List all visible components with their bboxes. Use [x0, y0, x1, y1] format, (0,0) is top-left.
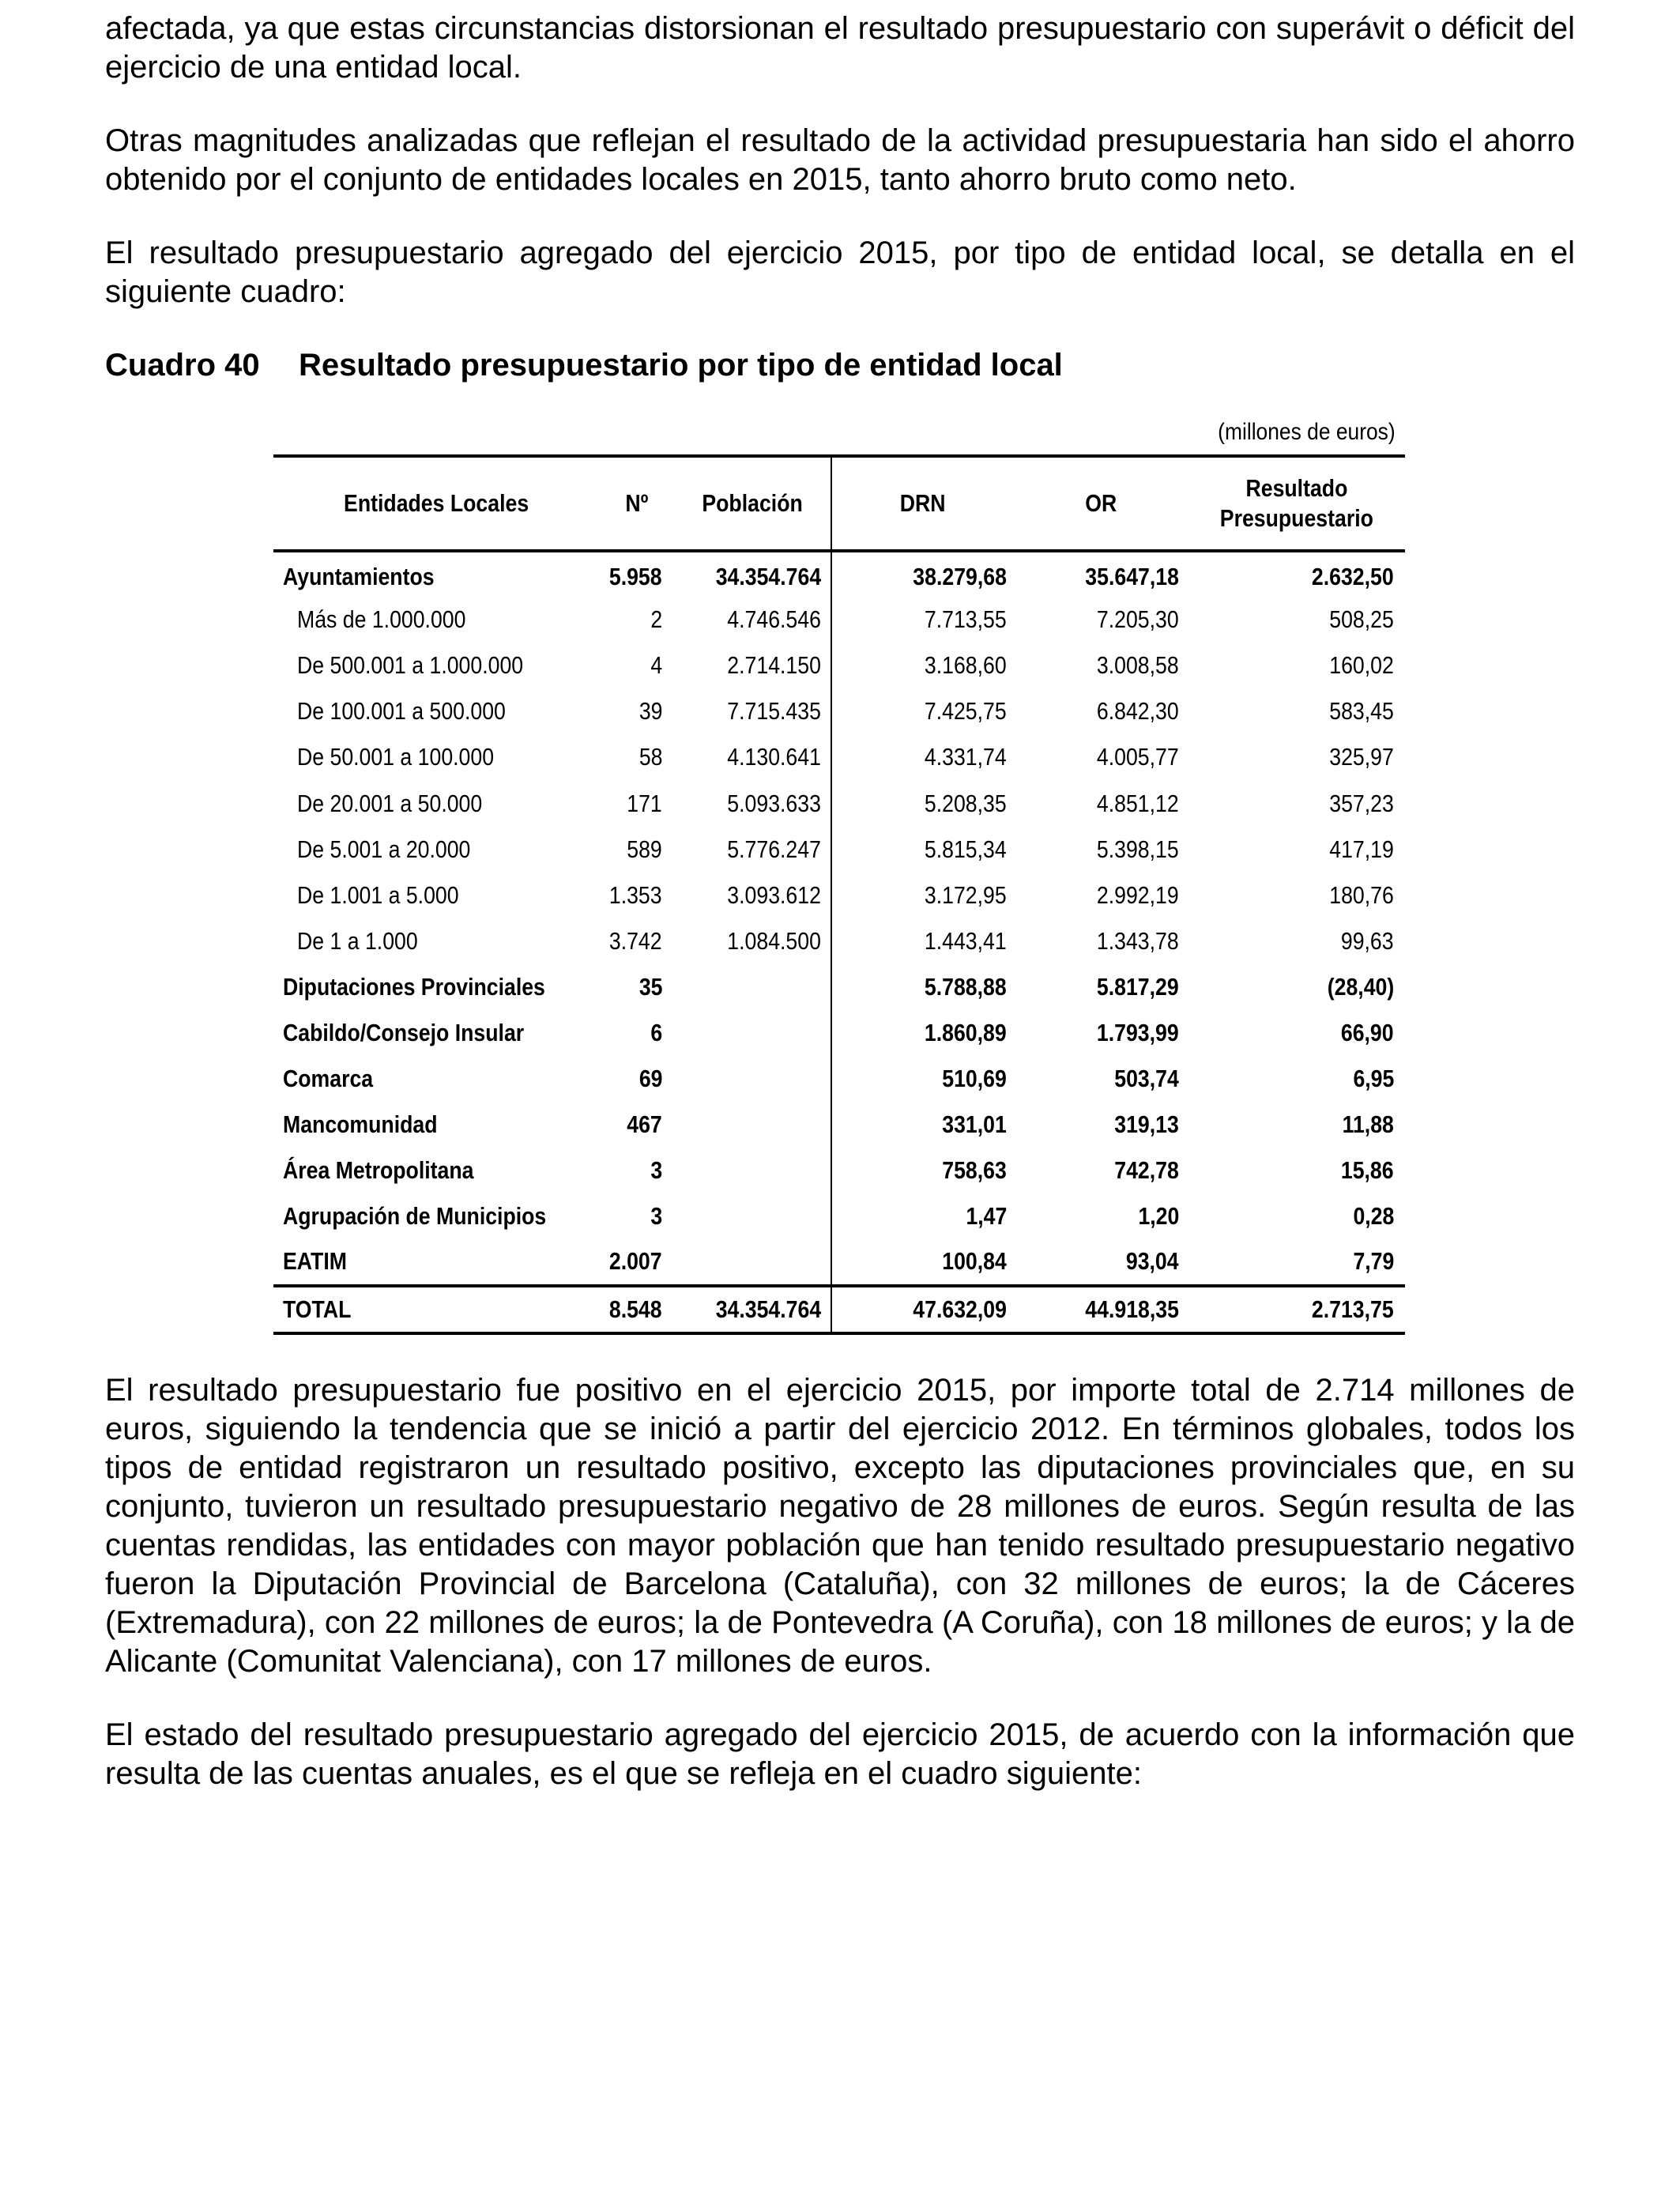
paragraph-closing: El estado del resultado presupuestario agregado del ejercicio 2015, de acuerdo con la información que resulta de las cuentas anuales, es el que se refleja en el cuadro siguiente: — [105, 1717, 1575, 1791]
cell-result: 15,86 — [1341, 1156, 1394, 1185]
cell-population: 7.715.435 — [727, 697, 821, 726]
cell-result: 7,79 — [1353, 1247, 1394, 1276]
cell-entity: De 50.001 a 100.000 — [297, 743, 495, 771]
cell-population: 3.093.612 — [727, 880, 821, 909]
cell-drn: 3.172,95 — [831, 873, 1013, 918]
table-row — [273, 1010, 1405, 1056]
cell-or: 2.992,19 — [1097, 880, 1179, 909]
paragraph-intro-2: Otras magnitudes analizadas que reflejan el resultado de la actividad presupuestaria han sido el ahorro obtenido por el conjunto de entidades locales en 2015, tanto ahorro bruto como neto. — [105, 123, 1575, 197]
cell-drn: 510,69 — [831, 1056, 1013, 1102]
header-population: Población — [702, 489, 804, 517]
total-drn: 47.632,09 — [831, 1286, 1013, 1333]
budget-result-table — [273, 454, 1405, 1335]
table-row — [273, 597, 1405, 643]
cell-or: 1.793,99 — [1097, 1018, 1179, 1046]
cell-n: 3 — [650, 1156, 662, 1185]
cell-entity: Área Metropolitana — [283, 1156, 474, 1185]
total-n: 8.548 — [609, 1295, 662, 1323]
table-row — [273, 827, 1405, 873]
cell-drn: 331,01 — [831, 1102, 1013, 1148]
table-footer — [273, 1286, 1405, 1333]
cell-result: (28,40) — [1327, 972, 1394, 1001]
table-row — [273, 643, 1405, 688]
table-row — [273, 1102, 1405, 1148]
cell-result: 160,02 — [1329, 651, 1394, 680]
cell-entity: Comarca — [283, 1065, 374, 1093]
cell-drn: 5.815,34 — [831, 827, 1013, 873]
total-or: 44.918,35 — [1085, 1295, 1179, 1323]
cell-population — [675, 1193, 831, 1239]
table-row — [273, 1148, 1405, 1193]
table-caption-title: Resultado presupuestario por tipo de entidad local — [299, 348, 1063, 383]
cell-or: 7.205,30 — [1097, 605, 1179, 634]
cell-n: 35 — [638, 972, 662, 1001]
cell-population — [675, 1010, 831, 1056]
cell-entity: EATIM — [283, 1247, 347, 1276]
cell-n: 5.958 — [609, 563, 662, 591]
cell-drn: 758,63 — [831, 1148, 1013, 1193]
cell-entity: De 1 a 1.000 — [297, 926, 418, 955]
cell-or: 6.842,30 — [1097, 697, 1179, 726]
cell-or: 742,78 — [1114, 1156, 1179, 1185]
table-row — [273, 780, 1405, 826]
cell-population: 34.354.764 — [715, 563, 821, 591]
cell-or: 319,13 — [1114, 1110, 1179, 1139]
cell-result: 66,90 — [1341, 1018, 1394, 1046]
table-row — [273, 964, 1405, 1010]
table-units-note: (millones de euros) — [1218, 419, 1396, 445]
cell-result: 508,25 — [1329, 605, 1394, 634]
cell-n: 171 — [627, 789, 662, 817]
cell-population — [675, 1239, 831, 1285]
cell-result: 11,88 — [1342, 1110, 1394, 1139]
cell-n: 2.007 — [609, 1247, 662, 1276]
table-total-row — [273, 1286, 1405, 1333]
table-header-row — [273, 456, 1405, 551]
cell-n: 39 — [638, 697, 662, 726]
cell-drn: 3.168,60 — [831, 643, 1013, 688]
cell-n: 467 — [627, 1110, 662, 1139]
table-caption-number: Cuadro 40 — [105, 348, 260, 383]
table-row — [273, 918, 1405, 964]
document-page — [105, 0, 1575, 1828]
cell-population: 4.746.546 — [727, 605, 821, 634]
table-header — [273, 456, 1405, 551]
cell-result: 417,19 — [1329, 835, 1394, 863]
cell-n: 1.353 — [609, 880, 662, 909]
total-label: TOTAL — [283, 1295, 352, 1323]
cell-n: 6 — [650, 1018, 662, 1046]
cell-drn: 5.788,88 — [831, 964, 1013, 1010]
table-row — [273, 1056, 1405, 1102]
budget-result-table-block — [273, 418, 1405, 1335]
cell-result: 583,45 — [1329, 697, 1394, 726]
total-population: 34.354.764 — [715, 1295, 821, 1323]
paragraph-intro-1: afectada, ya que estas circunstancias distorsionan el resultado presupuestario con superávit o déficit del ejercicio de una entidad local. — [105, 11, 1575, 85]
paragraph-intro-3: El resultado presupuestario agregado del ejercicio 2015, por tipo de entidad local, se detalla en el siguiente cuadro: — [105, 236, 1575, 309]
header-drn: DRN — [831, 456, 1013, 551]
cell-or: 503,74 — [1114, 1065, 1179, 1093]
cell-population: 5.093.633 — [727, 789, 821, 817]
header-entity: Entidades Locales — [343, 489, 529, 517]
cell-or: 4.005,77 — [1097, 743, 1179, 771]
cell-result: 99,63 — [1341, 926, 1394, 955]
cell-entity: Cabildo/Consejo Insular — [283, 1018, 525, 1046]
table-caption — [105, 346, 1575, 385]
cell-or: 5.817,29 — [1097, 972, 1179, 1001]
cell-entity: De 5.001 a 20.000 — [297, 835, 471, 863]
cell-drn: 1.860,89 — [831, 1010, 1013, 1056]
table-row — [273, 734, 1405, 780]
header-or: OR — [1085, 489, 1117, 517]
cell-population: 5.776.247 — [727, 835, 821, 863]
total-result: 2.713,75 — [1312, 1295, 1394, 1323]
header-result: Resultado Presupuestario — [1219, 474, 1374, 532]
cell-or: 93,04 — [1126, 1247, 1179, 1276]
cell-entity: Más de 1.000.000 — [297, 605, 466, 634]
cell-population — [675, 1148, 831, 1193]
cell-or: 1,20 — [1138, 1202, 1179, 1231]
cell-entity: De 500.001 a 1.000.000 — [297, 651, 524, 680]
header-n: Nº — [625, 489, 649, 517]
cell-result: 357,23 — [1329, 789, 1394, 817]
cell-result: 325,97 — [1329, 743, 1394, 771]
cell-or: 3.008,58 — [1097, 651, 1179, 680]
cell-entity: De 20.001 a 50.000 — [297, 789, 483, 817]
cell-population: 1.084.500 — [727, 926, 821, 955]
table-row — [273, 688, 1405, 734]
cell-population — [675, 1056, 831, 1102]
cell-n: 4 — [650, 651, 662, 680]
cell-n: 589 — [627, 835, 662, 863]
cell-entity: De 1.001 a 5.000 — [297, 880, 459, 909]
cell-entity: Mancomunidad — [283, 1110, 438, 1139]
cell-result: 180,76 — [1329, 880, 1394, 909]
cell-or: 5.398,15 — [1097, 835, 1179, 863]
cell-drn: 38.279,68 — [831, 551, 1013, 597]
cell-or: 4.851,12 — [1097, 789, 1179, 817]
table-row — [273, 873, 1405, 918]
cell-n: 58 — [638, 743, 662, 771]
cell-n: 69 — [638, 1065, 662, 1093]
cell-population: 2.714.150 — [727, 651, 821, 680]
cell-or: 1.343,78 — [1097, 926, 1179, 955]
cell-population — [675, 964, 831, 1010]
cell-drn: 100,84 — [831, 1239, 1013, 1285]
paragraph-analysis: El resultado presupuestario fue positivo en el ejercicio 2015, por importe total de 2.714 millones de euros, siguiendo la tendencia que se inició a partir del ejercicio 2012. En términos globales, todos los tipos de entidad registraron un resultado positivo, excepto las diputaciones provinciales que, en su conjunto, tuvieron un resultado presupuestario negativo de 28 millones de euros. Según resulta de las cuentas rendidas, las entidades con mayor población que han tenido resultado presupuestario negativo fueron la Diputación Provincial de Barcelona (Cataluña), con 32 millones de euros; la de Cáceres (Extremadura), con 22 millones de euros; la de Pontevedra (A Coruña), con 18 millones de euros; y la de Alicante (Comunitat Valenciana), con 17 millones de euros. — [105, 1372, 1575, 1679]
cell-entity: De 100.001 a 500.000 — [297, 697, 506, 726]
cell-drn: 5.208,35 — [831, 780, 1013, 826]
cell-entity: Agrupación de Municipios — [283, 1202, 547, 1231]
cell-result: 0,28 — [1353, 1202, 1394, 1231]
cell-drn: 7.425,75 — [831, 688, 1013, 734]
cell-n: 3.742 — [609, 926, 662, 955]
cell-entity: Diputaciones Provinciales — [283, 972, 545, 1001]
table-row — [273, 551, 1405, 597]
cell-result: 6,95 — [1353, 1065, 1394, 1093]
cell-entity: Ayuntamientos — [283, 563, 435, 591]
cell-drn: 7.713,55 — [831, 597, 1013, 643]
table-row — [273, 1239, 1405, 1285]
cell-drn: 1.443,41 — [831, 918, 1013, 964]
cell-n: 2 — [650, 605, 662, 634]
table-row — [273, 1193, 1405, 1239]
cell-population: 4.130.641 — [727, 743, 821, 771]
table-body — [273, 551, 1405, 1286]
cell-n: 3 — [650, 1202, 662, 1231]
cell-result: 2.632,50 — [1312, 563, 1394, 591]
cell-or: 35.647,18 — [1085, 563, 1179, 591]
cell-drn: 4.331,74 — [831, 734, 1013, 780]
cell-population — [675, 1102, 831, 1148]
cell-drn: 1,47 — [831, 1193, 1013, 1239]
